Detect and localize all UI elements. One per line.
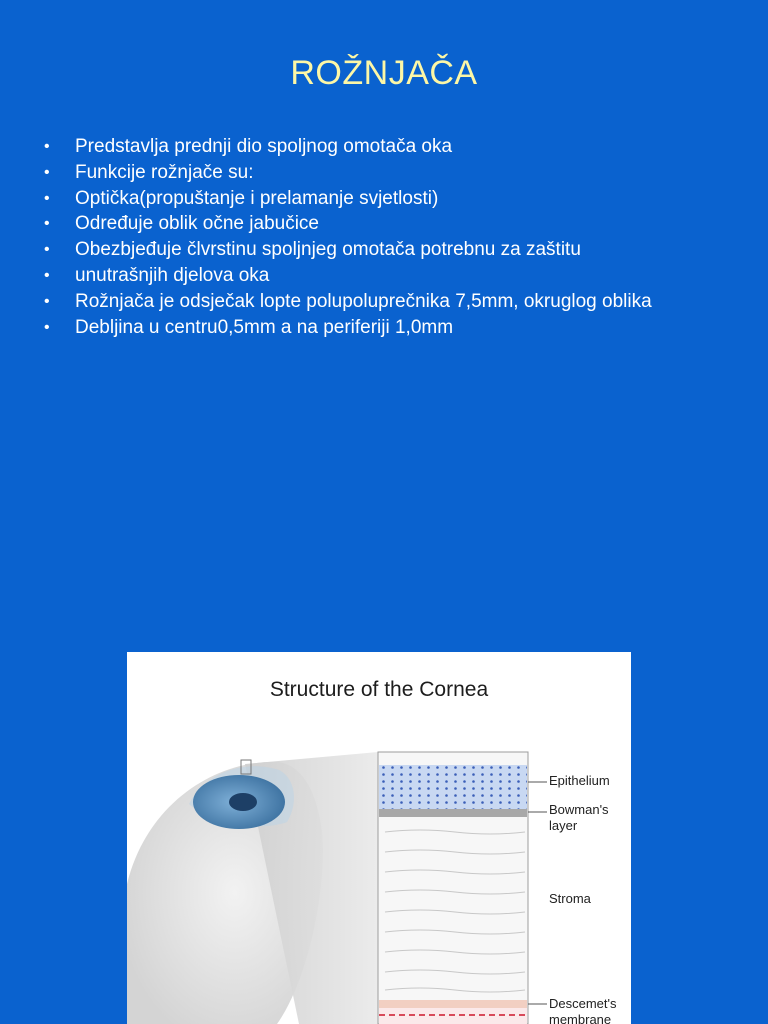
label-descemets-line1: Descemet's	[549, 996, 617, 1011]
bullet-item	[44, 315, 744, 341]
label-stroma: Stroma	[549, 891, 591, 906]
bullet-text: Rožnjača je odsječak lopte polupoluprečnika 7,5mm, okruglog oblika	[75, 290, 652, 312]
bullet-dot: •	[44, 215, 50, 233]
bullet-dot: •	[44, 189, 50, 207]
cornea-figure	[127, 652, 631, 1024]
bullet-text: Obezbjeđuje člvrstinu spoljnjeg omotača potrebnu za zaštitu	[75, 239, 581, 261]
label-bowmans-line1: Bowman's	[549, 802, 609, 817]
cornea-illustration	[127, 652, 631, 1024]
bullet-dot: •	[44, 266, 50, 284]
bullet-item	[44, 186, 744, 212]
bullet-text: Funkcije rožnjače su:	[75, 161, 254, 183]
bullet-item	[44, 263, 744, 289]
bullet-text: unutrašnjih djelova oka	[75, 264, 270, 286]
slide-title: ROŽNJAČA	[290, 54, 478, 92]
label-descemets-line2: membrane	[549, 1012, 612, 1024]
pupil-shape	[229, 793, 257, 811]
bullet-list	[44, 134, 744, 340]
descemets-layer	[379, 1000, 527, 1008]
figure-title: Structure of the Cornea	[269, 678, 489, 701]
bullet-item	[44, 237, 744, 263]
bowmans-layer	[379, 809, 527, 817]
bullet-item	[44, 134, 744, 160]
bullet-dot: •	[44, 241, 50, 259]
label-epithelium: Epithelium	[549, 773, 610, 788]
bullet-dot: •	[44, 292, 50, 310]
bullet-text: Debljina u centru0,5mm a na periferiji 1,0mm	[75, 316, 454, 338]
bullet-item	[44, 160, 744, 186]
label-bowmans-line2: layer	[549, 818, 578, 833]
bullet-dot: •	[44, 318, 50, 336]
bullet-item	[44, 289, 744, 315]
bullet-dot: •	[44, 138, 50, 155]
bullet-item	[44, 211, 744, 237]
bullet-text: Predstavlja prednji dio spoljnog omotača oka	[75, 136, 453, 157]
bullet-text: Optička(propuštanje i prelamanje svjetlosti)	[75, 187, 439, 209]
bullet-text: Određuje oblik očne jabučice	[75, 213, 319, 235]
bullet-dot: •	[44, 163, 50, 181]
